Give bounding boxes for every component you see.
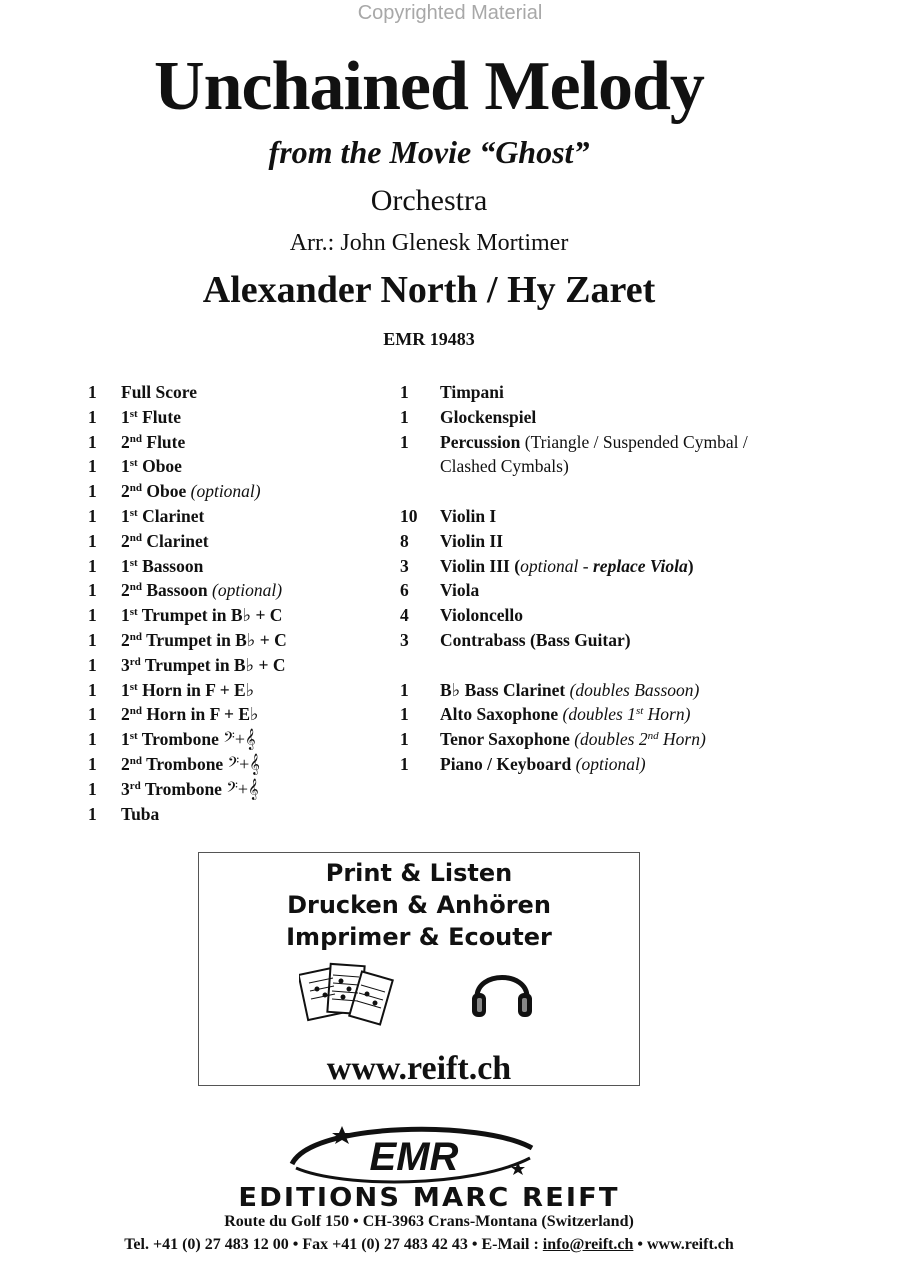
part-row: 1 Alto Saxophone (doubles 1st Horn) xyxy=(400,704,691,725)
part-row: 1 1st Flute xyxy=(88,406,181,427)
email-link[interactable]: info@reift.ch xyxy=(542,1236,634,1253)
part-row: 1 Tuba xyxy=(88,803,160,824)
ensemble-label: Orchestra xyxy=(370,184,488,217)
copyright-watermark: Copyrighted Material xyxy=(357,2,543,24)
part-row: 1 2nd Clarinet xyxy=(88,530,209,551)
part-row: 1 1st Clarinet xyxy=(88,505,205,526)
publisher-contact: Tel. +41 (0) 27 483 12 00 • Fax +41 (0) 27 483 42 43 • E-Mail : info@reift.ch • www.reift.ch xyxy=(124,1236,734,1253)
parts-list-right xyxy=(400,380,820,777)
part-row: 1 3rd Trumpet in B♭ + C xyxy=(88,654,286,675)
part-row-continued: Clashed Cymbals) xyxy=(440,456,569,477)
promo-line-de: Drucken & Anhören xyxy=(287,891,551,919)
part-row: 1 B♭ Bass Clarinet (doubles Bassoon) xyxy=(400,679,700,700)
promo-line-fr: Imprimer & Ecouter xyxy=(286,923,552,951)
publisher-name: EDITIONS MARC REIFT xyxy=(238,1183,620,1213)
flat-symbol: ♭ xyxy=(245,654,255,675)
sheet-music-icon xyxy=(299,961,399,1045)
part-row: 1 Timpani xyxy=(400,382,504,402)
part-row: 1 2nd Trumpet in B♭ + C xyxy=(88,629,287,650)
part-row: 1 2nd Oboe (optional) xyxy=(88,481,261,502)
part-row: 1 2nd Trombone 𝄢+𝄞 xyxy=(88,753,260,774)
part-row: 1 3rd Trombone 𝄢+𝄞 xyxy=(88,778,259,799)
part-row: 1 Tenor Saxophone (doubles 2nd Horn) xyxy=(400,729,706,750)
headphones-icon xyxy=(469,957,535,1023)
flat-symbol: ♭ xyxy=(245,679,255,700)
part-row: 1 Full Score xyxy=(88,382,197,402)
parts-list-left xyxy=(88,380,388,826)
flat-symbol: ♭ xyxy=(242,605,252,626)
part-row: 1 2nd Flute xyxy=(88,431,186,452)
flat-symbol: ♭ xyxy=(451,679,461,700)
part-row: 1 1st Bassoon xyxy=(88,555,204,576)
composer-credit: Alexander North / Hy Zaret xyxy=(202,269,656,311)
bass-treble-clef-icon: 𝄢+𝄞 xyxy=(227,753,260,774)
part-row: 3 Contrabass (Bass Guitar) xyxy=(400,629,631,650)
part-row: 1 Percussion (Triangle / Suspended Cymbal / xyxy=(400,431,748,452)
emr-logo xyxy=(282,1118,542,1190)
flat-symbol: ♭ xyxy=(246,629,256,650)
part-row: 1 Piano / Keyboard (optional) xyxy=(400,753,646,774)
publisher-address: Route du Golf 150 • CH-3963 Crans-Montana (Switzerland) xyxy=(224,1213,634,1230)
promo-url: www.reift.ch xyxy=(326,1050,512,1087)
part-row: 1 1st Trumpet in B♭ + C xyxy=(88,605,283,626)
logo-text: EMR xyxy=(369,1135,459,1179)
bass-treble-clef-icon: 𝄢+𝄞 xyxy=(226,778,259,799)
arranger-credit: Arr.: John Glenesk Mortimer xyxy=(289,230,569,256)
promo-line-en: Print & Listen xyxy=(325,859,513,887)
catalog-code: EMR 19483 xyxy=(383,329,475,349)
part-row: 1 2nd Bassoon (optional) xyxy=(88,580,283,601)
part-row: 3 Violin III (optional - replace Viola) xyxy=(400,555,694,576)
bass-treble-clef-icon: 𝄢+𝄞 xyxy=(223,729,256,750)
flat-symbol: ♭ xyxy=(250,704,259,725)
piece-subtitle: from the Movie “Ghost” xyxy=(268,134,590,170)
part-row: 4 Violoncello xyxy=(400,605,523,626)
part-row: 1 1st Horn in F + E♭ xyxy=(88,679,255,700)
print-listen-box xyxy=(198,852,640,1086)
part-row: 10 Violin I xyxy=(400,505,497,526)
part-row: 6 Viola xyxy=(400,580,480,601)
part-row: 1 2nd Horn in F + E♭ xyxy=(88,704,259,725)
part-row: 1 1st Oboe xyxy=(88,456,182,477)
part-row: 1 1st Trombone 𝄢+𝄞 xyxy=(88,729,256,750)
part-row: 8 Violin II xyxy=(400,530,504,551)
piece-title: Unchained Melody xyxy=(154,48,704,125)
part-row: 1 Glockenspiel xyxy=(400,406,537,427)
